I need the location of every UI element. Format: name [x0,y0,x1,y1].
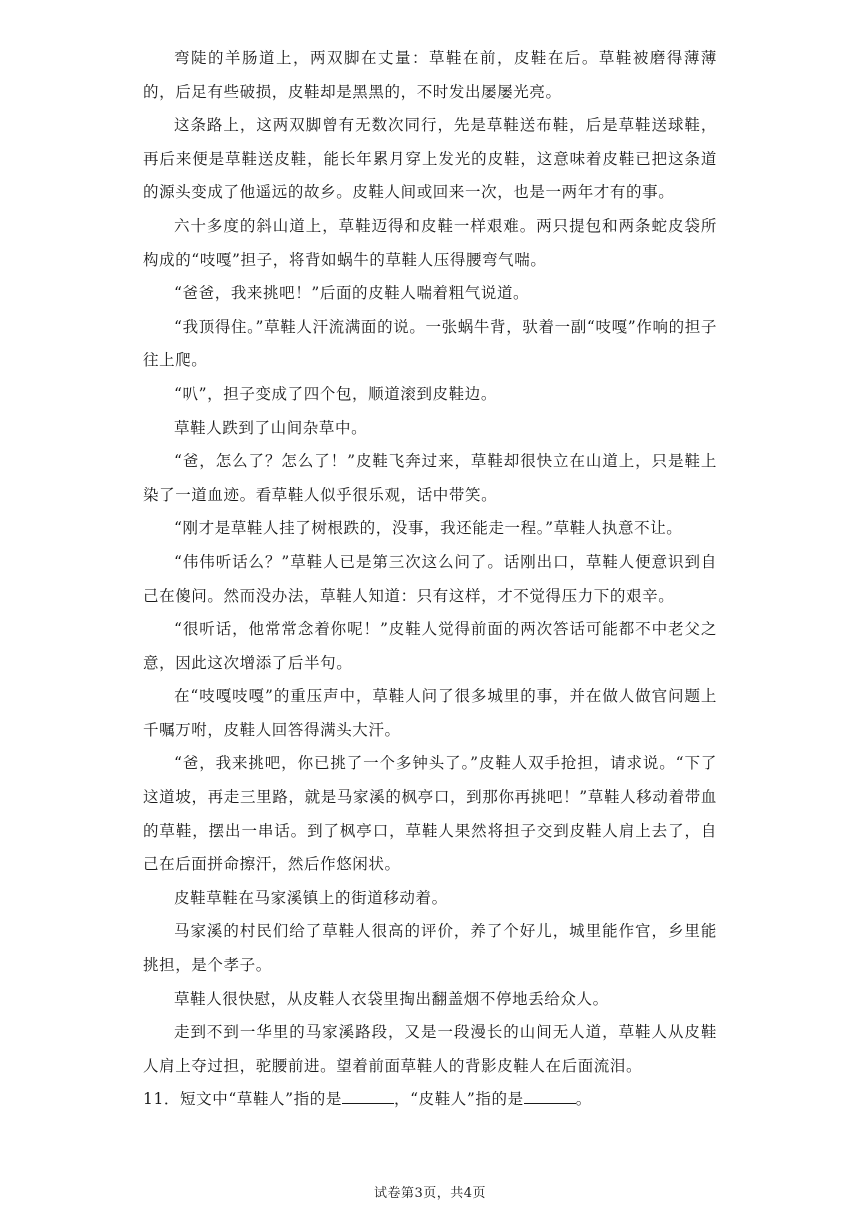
question-text-part1: 短文中“草鞋人”指的是 [180,1090,342,1109]
paragraph-7: 草鞋人跌到了山间杂草中。 [174,418,368,437]
question-11 [143,1083,717,1117]
question-text-part3: 。 [575,1090,592,1109]
paragraph-1: 弯陡的羊肠道上，两双脚在丈量：草鞋在前，皮鞋在后。草鞋被磨得薄薄的，后足有些破损，皮鞋却是黑黑的，不时发出屡屡光亮。 [143,49,717,101]
paragraph-15: 马家溪的村民们给了草鞋人很高的评价，养了个好儿，城里能作官，乡里能挑担，是个孝子。 [143,922,717,975]
page-footer: 试卷第3页，共4页 [373,1186,487,1201]
paragraph-17: 走到不到一华里的马家溪路段，又是一段漫长的山间无人道，草鞋人从皮鞋人肩上夺过担，驼腰前进。望着前面草鞋人的背影皮鞋人在后面流泪。 [143,1023,717,1075]
paragraph-13: “爸，我来挑吧，你已挑了一个多钟头了。”皮鞋人双手抢担，请求说。“下了这道坡，再走三里路，就是马家溪的枫亭口，到那你再挑吧！”草鞋人移动着带血的草鞋，摆出一串话。到了枫亭口，草鞋人果然将担子交到皮鞋人肩上去了，自己在后面拼命擦汗，然后作悠闲状。 [143,754,717,874]
paragraph-3: 六十多度的斜山道上，草鞋迈得和皮鞋一样艰难。两只提包和两条蛇皮袋所构成的“吱嘎”担子，将背如蜗牛的草鞋人压得腰弯气喘。 [143,216,717,269]
answer-blank-2[interactable] [524,1089,576,1104]
paragraph-2: 这条路上，这两双脚曾有无数次同行，先是草鞋送布鞋，后是草鞋送球鞋，再后来便是草鞋送皮鞋，能长年累月穿上发光的皮鞋，这意味着皮鞋已把这条道的源头变成了他遥远的故乡。皮鞋人间或回来一次，也是一两年才有的事。 [143,116,717,202]
paragraph-8: “爸，怎么了？怎么了！”皮鞋飞奔过来，草鞋却很快立在山道上，只是鞋上染了一道血迹。看草鞋人似乎很乐观，话中带笑。 [143,452,717,504]
paragraph-12: 在“吱嘎吱嘎”的重压声中，草鞋人问了很多城里的事，并在做人做官问题上千嘱万咐，皮鞋人回答得满头大汗。 [143,687,717,739]
paragraph-4: “爸爸，我来挑吧！”后面的皮鞋人喘着粗气说道。 [174,284,530,303]
paragraph-14: 皮鞋草鞋在马家溪镇上的街道移动着。 [174,888,448,907]
question-number: 11． [143,1090,181,1109]
answer-blank-1[interactable] [342,1089,394,1104]
paragraph-16: 草鞋人很快慰，从皮鞋人衣袋里掏出翻盖烟不停地丢给众人。 [174,989,609,1008]
paragraph-9: “刚才是草鞋人挂了树根跌的，没事，我还能走一程。”草鞋人执意不让。 [174,519,683,538]
paragraph-6: “叭”，担子变成了四个包，顺道滚到皮鞋边。 [174,384,497,403]
paragraph-11: “很听话，他常常念着你呢！”皮鞋人觉得前面的两次答话可能都不中老父之意，因此这次增添了后半句。 [143,620,717,672]
question-text-part2: ，“皮鞋人”指的是 [393,1090,524,1109]
paragraph-10: “伟伟听话么？”草鞋人已是第三次这么问了。话刚出口，草鞋人便意识到自己在傻问。然而没办法，草鞋人知道：只有这样，才不觉得压力下的艰辛。 [143,552,717,605]
passage [143,42,717,1117]
paragraph-5: “我顶得住。”草鞋人汗流满面的说。一张蜗牛背，驮着一副“吱嘎”作响的担子往上爬。 [143,317,717,370]
